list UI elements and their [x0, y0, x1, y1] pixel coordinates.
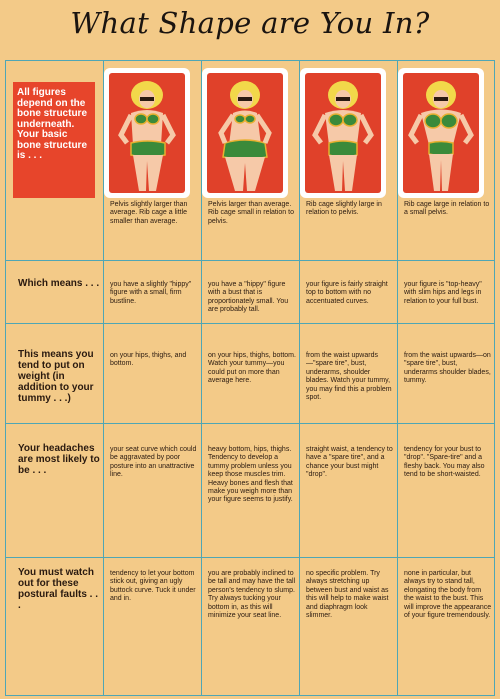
figure-card-3	[300, 68, 386, 198]
cell-which-means-1: you have a slightly "hippy" figure with a small, firm bustline.	[110, 281, 192, 305]
figure-illustration	[207, 73, 283, 193]
figure-icon	[305, 73, 381, 193]
figure-icon	[109, 73, 185, 193]
cell-which-means-4: your figure is "top-heavy" with slim hips and legs in relation to your full bust.	[404, 281, 482, 305]
cell-postural-4: none in particular, but always try to stand tall, elongating the body from the waist to the bust. This will improve the appearance of your figure tremendously.	[404, 570, 492, 620]
cell-bone-structure-2: Pelvis larger than average. Rib cage small in relation to pelvis.	[208, 201, 294, 225]
row-label-weight: This means you tend to put on weight (in addition to your tummy . . .)	[18, 349, 94, 404]
cell-bone-structure-4: Rib cage large in relation to a small pelvis.	[404, 201, 490, 217]
figure-illustration	[305, 73, 381, 193]
grid-line	[494, 60, 495, 696]
cell-postural-3: no specific problem. Try always stretching up between bust and waist as this will help to make waist and diaphragm look slimmer.	[306, 570, 389, 620]
figure-illustration	[109, 73, 185, 193]
cell-postural-2: you are probably inclined to be tall and may have the tall person's tendency to slump. Try always tucking your bottom in, as this will minimize your seat line.	[208, 570, 296, 620]
grid-line	[5, 60, 6, 696]
figure-icon	[207, 73, 283, 193]
cell-headaches-1: your seat curve which could be aggravated by poor posture into an unattractive line.	[110, 446, 197, 479]
figure-icon	[403, 73, 479, 193]
cell-bone-structure-1: Pelvis slightly larger than average. Rib cage a little smaller than average.	[110, 201, 188, 225]
grid-line	[5, 423, 495, 424]
intro-box: All figures depend on the bone structure underneath. Your basic bone structure is . . .	[13, 82, 95, 198]
row-label-which-means: Which means . . .	[18, 278, 100, 289]
page-title: What Shape are You In?	[70, 6, 430, 40]
grid-line	[5, 260, 495, 261]
cell-weight-4: from the waist upwards—on "spare tire", bust, underarms shoulder blades, tummy.	[404, 352, 491, 385]
row-label-postural-faults: You must watch out for these postural faults . . .	[18, 567, 99, 611]
figure-card-2	[202, 68, 288, 198]
cell-weight-3: from the waist upwards—"spare tire", bust, underarms, shoulder blades. Watch your tummy, you may find this a problem spot.	[306, 352, 392, 402]
cell-which-means-3: your figure is fairly straight top to bottom with no accentuated curves.	[306, 281, 388, 305]
grid-line	[5, 557, 495, 558]
figure-card-1	[104, 68, 190, 198]
figure-card-4	[398, 68, 484, 198]
cell-which-means-2: you have a "hippy" figure with a bust that is proportionately small. You are probably tall.	[208, 281, 289, 314]
cell-headaches-2: heavy bottom, hips, thighs. Tendency to develop a tummy problem unless you keep those muscles trim. Heavy bones and flesh that make you weigh more than your figure seems to justify.	[208, 446, 293, 504]
figure-illustration	[403, 73, 479, 193]
cell-weight-2: on your hips, thighs, bottom. Watch your tummy—you could put on more than average here.	[208, 352, 296, 385]
cell-headaches-4: tendency for your bust to "drop". "Spare-tire" and a fleshy back. You may also tend to be short-waisted.	[404, 446, 485, 479]
cell-weight-1: on your hips, thighs, and bottom.	[110, 352, 187, 368]
cell-bone-structure-3: Rib cage slightly large in relation to pelvis.	[306, 201, 382, 217]
row-label-headaches: Your headaches are most likely to be . . .	[18, 443, 100, 476]
cell-postural-1: tendency to let your bottom stick out, giving an ugly buttock curve. Tuck it under and in.	[110, 570, 196, 603]
grid-line	[5, 60, 495, 61]
grid-line	[5, 323, 495, 324]
grid-line	[5, 695, 495, 696]
cell-headaches-3: straight waist, a tendency to have a "spare tire", and a chance your bust might "drop".	[306, 446, 393, 479]
